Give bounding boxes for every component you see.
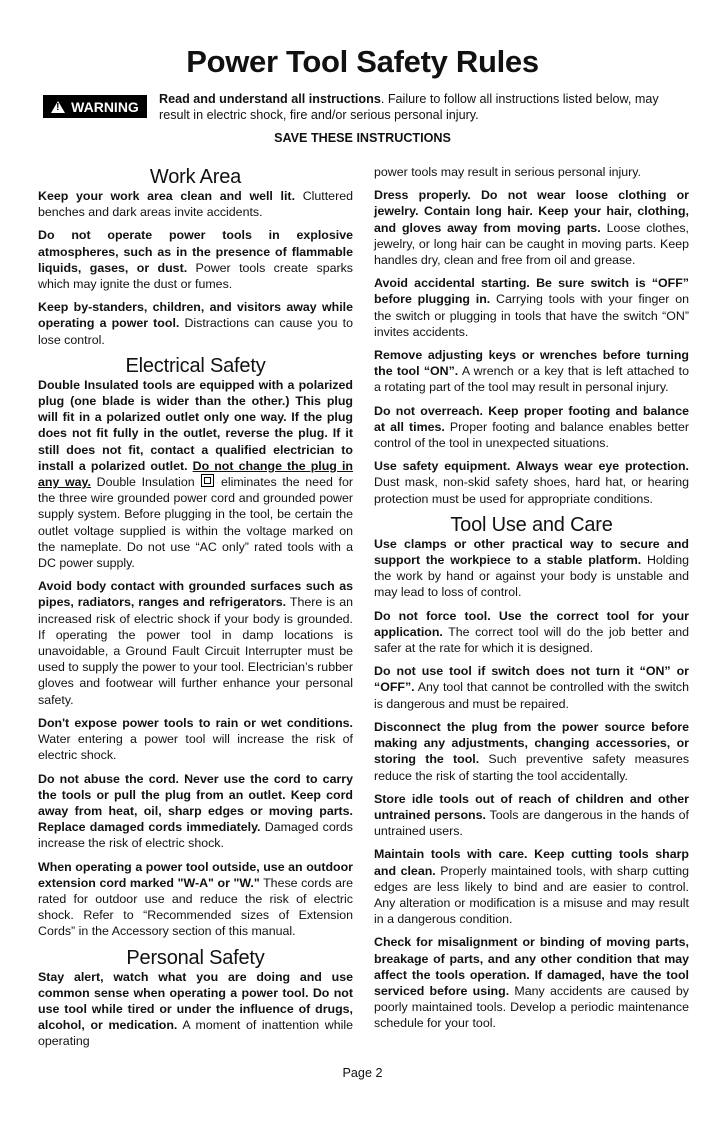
paragraph: Avoid body contact with grounded surfaces such as pipes, radiators, ranges and refrigerators. There is an increased risk of electric shock if your body is grounded. If operating the power tool in damp locations is unavoidable, a Ground Fault Circuit Interrupter must be used to supply the power to your tool. Electrician’s rubber gloves and footwear will further enhance your personal safety. bbox=[38, 579, 353, 707]
paragraph: Use clamps or other practical way to secure and support the workpiece to a stable platform. Holding the work by hand or against your body is unstable and may lead to loss of control. bbox=[374, 536, 689, 600]
paragraph: Do not overreach. Keep proper footing and balance at all times. Proper footing and balance enables better control of the tool in unexpected situations. bbox=[374, 403, 689, 451]
warning-icon: ! bbox=[51, 101, 65, 113]
double-insulation-icon bbox=[201, 474, 214, 487]
paragraph: Dress properly. Do not wear loose clothing or jewelry. Contain long hair. Keep your hair, clothing, and gloves away from moving parts. Loose clothes, jewelry, or long hair can be caught in moving parts. Keep handles dry, clean and free from oil and grease. bbox=[374, 188, 689, 268]
page-title: Power Tool Safety Rules bbox=[186, 44, 539, 79]
paragraph: Stay alert, watch what you are doing and use common sense when operating a power tool. Do not use tool while tired or under the influence of drugs, alcohol, or medication. A moment of inattention while operating bbox=[38, 969, 353, 1049]
paragraph: Store idle tools out of reach of children and other untrained persons. Tools are dangerous in the hands of untrained users. bbox=[374, 791, 689, 839]
warning-text bbox=[159, 92, 687, 123]
section-electrical-safety: Electrical Safety bbox=[125, 354, 266, 377]
warning-body: . Failure to follow all instructions listed below, may result in electric shock, fire and/or serious personal injury. bbox=[159, 92, 659, 122]
paragraph: Don't expose power tools to rain or wet conditions. Water entering a power tool will increase the risk of electric shock. bbox=[38, 715, 353, 763]
warning-badge bbox=[43, 95, 147, 118]
warning-lead: Read and understand all instructions bbox=[159, 92, 381, 106]
paragraph: Do not abuse the cord. Never use the cord to carry the tools or pull the plug from an outlet. Keep cord away from heat, oil, sharp edges or moving parts. Replace damaged cords immediately. Damaged cords increase the risk of electric shock. bbox=[38, 771, 353, 851]
section-tool-use-and-care: Tool Use and Care bbox=[450, 513, 613, 536]
right-column bbox=[374, 164, 689, 1039]
paragraph: Avoid accidental starting. Be sure switch is “OFF” before plugging in. Carrying tools with your finger on the switch or plugging in tools that have the switch “ON” invites accidents. bbox=[374, 276, 689, 339]
paragraph: Use safety equipment. Always wear eye protection. Dust mask, non-skid safety shoes, hard hat, or hearing protection must be used for appropriate conditions. bbox=[374, 459, 689, 506]
paragraph: Maintain tools with care. Keep cutting tools sharp and clean. Properly maintained tools, with sharp cutting edges are less likely to bind and are easier to control. Any alteration or modification is a misuse and may result in a dangerous condition. bbox=[374, 847, 689, 927]
paragraph: Do not operate power tools in explosive atmospheres, such as in the presence of flammable liquids, gases, or dust. Power tools create sparks which may ignite the dust or fumes. bbox=[38, 228, 353, 292]
paragraph: Do not force tool. Use the correct tool for your application. The correct tool will do the job better and safer at the rate for which it is designed. bbox=[374, 608, 689, 656]
save-instructions: SAVE THESE INSTRUCTIONS bbox=[274, 131, 451, 145]
section-personal-safety: Personal Safety bbox=[126, 946, 265, 969]
paragraph: power tools may result in serious personal injury. bbox=[374, 165, 641, 179]
paragraph: Disconnect the plug from the power source before making any adjustments, changing accessories, or storing the tool. Such preventive safety measures reduce the risk of starting the tool accidentally. bbox=[374, 719, 690, 783]
paragraph: Do not use tool if switch does not turn it “ON” or “OFF”. Any tool that cannot be controlled with the switch is dangerous and must be repaired. bbox=[374, 664, 689, 711]
paragraph: Double Insulated tools are equipped with a polarized plug (one blade is wider than the other.) This plug will fit in a polarized outlet only one way. If the plug does not fit fully in the outlet, reverse the plug. If it still does not fit, contact a qualified electrician to install a polarized outlet. Do not change the plug in any way. Double Insulation eliminates the need for the three wire grounded power cord and grounded power supply system. Before plugging in the tool, be certain the outlet voltage supplied is within the voltage marked on the nameplate. Do not use “AC only” rated tools with a DC power supply. bbox=[38, 377, 353, 571]
paragraph: Remove adjusting keys or wrenches before turning the tool “ON”. A wrench or a key that is left attached to a rotating part of the tool may result in personal injury. bbox=[374, 348, 689, 395]
warning-label: WARNING bbox=[71, 98, 139, 115]
paragraph: Keep by-standers, children, and visitors away while operating a power tool. Distractions can cause you to lose control. bbox=[38, 300, 353, 347]
paragraph: Check for misalignment or binding of moving parts, breakage of parts, and any other condition that may affect the tools operation. If damaged, have the tool serviced before using. Many accidents are caused by poorly maintained tools. Develop a periodic maintenance schedule for your tool. bbox=[374, 935, 689, 1031]
section-work-area: Work Area bbox=[149, 166, 242, 188]
paragraph: When operating a power tool outside, use an outdoor extension cord marked "W-A" or "W." These cords are rated for outdoor use and reduce the risk of electric shock. Refer to “Recommended sizes of Extension Cords” in the Accessory section of this manual. bbox=[38, 859, 353, 939]
paragraph: Keep your work area clean and well lit. Cluttered benches and dark areas invite accidents. bbox=[38, 189, 353, 220]
page-number: Page 2 bbox=[342, 1066, 383, 1080]
left-column bbox=[38, 164, 353, 1057]
